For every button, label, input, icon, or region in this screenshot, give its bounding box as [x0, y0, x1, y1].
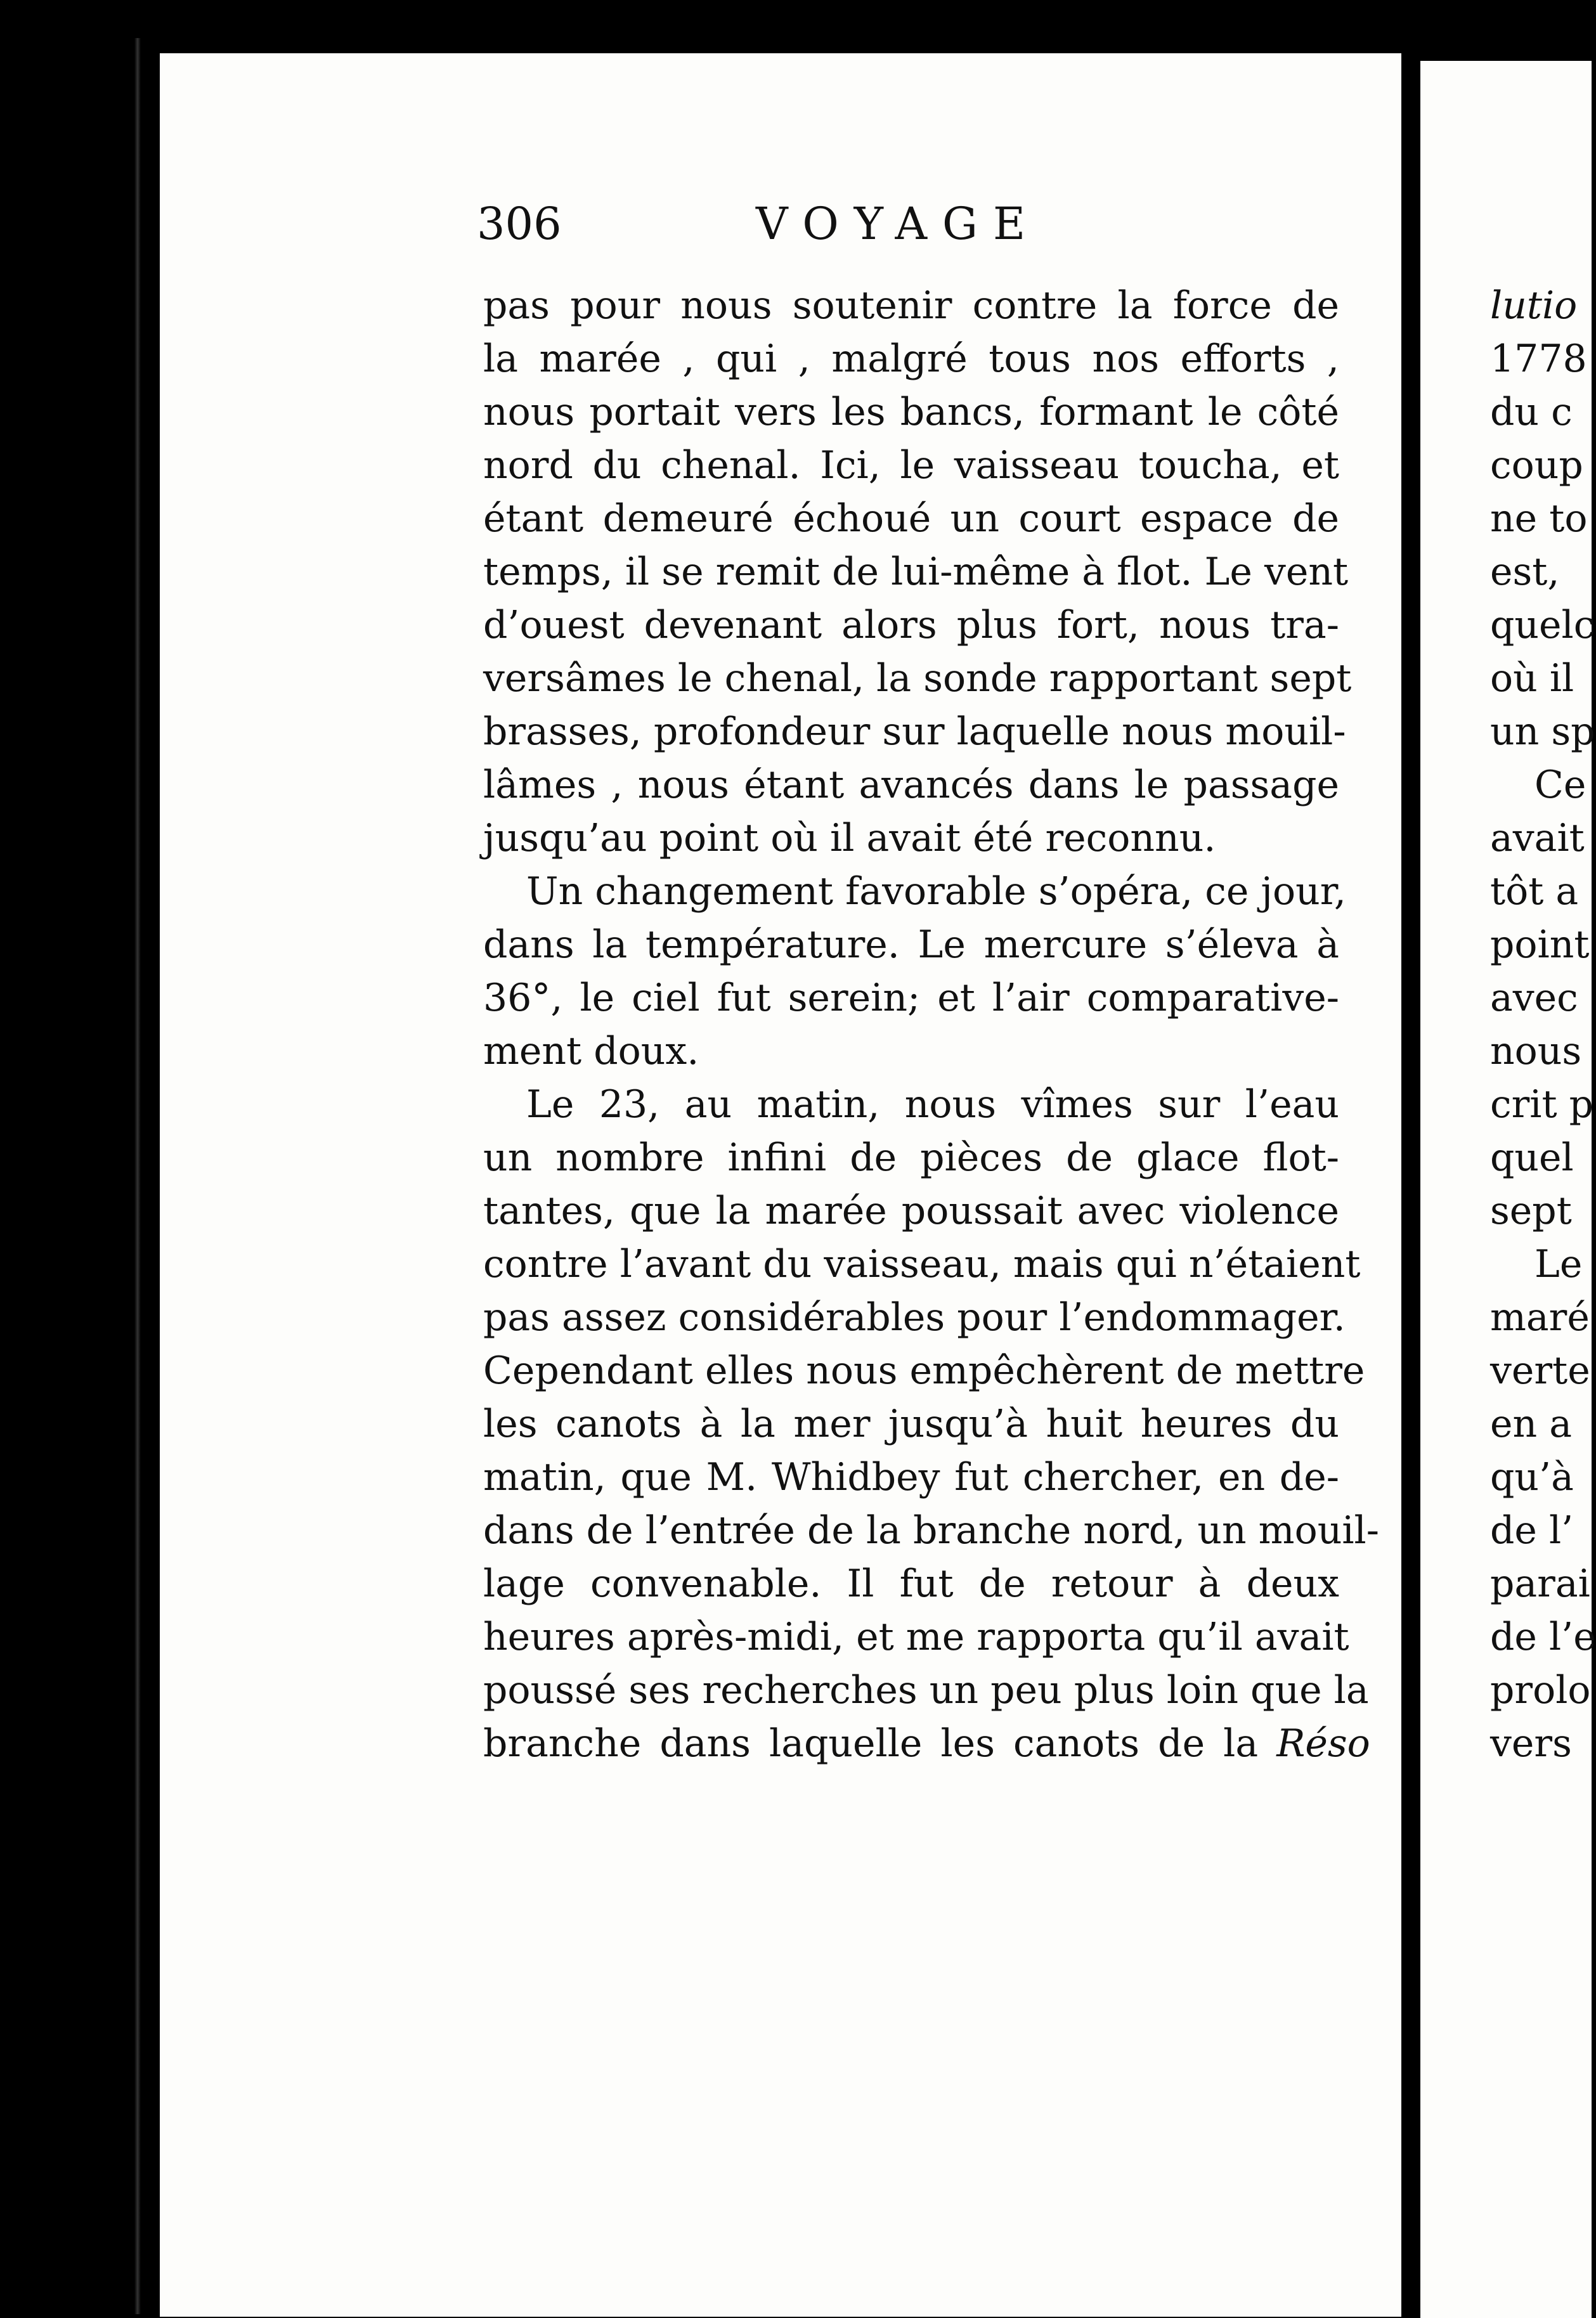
right-text-line: prolo	[1490, 1668, 1591, 1713]
right-text-line: avait	[1490, 816, 1585, 860]
right-text-line: nous	[1490, 1029, 1582, 1073]
right-text-line: avec	[1490, 976, 1578, 1020]
right-text-line: maré	[1490, 1295, 1590, 1340]
text-line: brasses, profondeur sur laquelle nous mouil-	[483, 709, 1346, 754]
right-text-line: où il	[1490, 656, 1574, 701]
right-text-line: vers	[1490, 1721, 1572, 1766]
right-text-line: coup	[1490, 443, 1583, 488]
binding-gutter	[134, 38, 141, 2314]
text-line: dans de l’entrée de la branche nord, un mouil-	[483, 1508, 1379, 1553]
text-line: nord du chenal. Ici, le vaisseau toucha, et	[483, 443, 1339, 488]
text-line: poussé ses recherches un peu plus loin que la	[483, 1668, 1369, 1713]
italic-word: Réso	[1258, 1721, 1370, 1766]
running-head: VOYAGE	[756, 198, 1041, 250]
text-line: Cependant elles nous empêchèrent de mettre	[483, 1349, 1365, 1393]
text-line: temps, il se remit de lui-même à flot. Le vent	[483, 550, 1349, 594]
text-line: tantes, que la marée poussait avec violence	[483, 1189, 1339, 1233]
right-text-line: Le	[1534, 1242, 1583, 1286]
text-line: pas pour nous soutenir contre la force de	[483, 283, 1339, 328]
right-text-line: point	[1490, 923, 1590, 967]
text-line: jusqu’au point où il avait été reconnu.	[483, 816, 1216, 860]
right-text-line: verte	[1490, 1349, 1590, 1393]
right-text-line: sept	[1490, 1189, 1572, 1233]
text-line: un nombre infini de pièces de glace flot-	[483, 1136, 1339, 1180]
text-line: nous portait vers les bancs, formant le côté	[483, 390, 1339, 434]
right-text-line: de l’	[1490, 1508, 1574, 1553]
right-text-line: crit p	[1490, 1082, 1594, 1127]
right-text-line: parai	[1490, 1562, 1590, 1606]
right-text-line: Ce	[1534, 763, 1586, 807]
text-line: matin, que M. Whidbey fut chercher, en de-	[483, 1455, 1339, 1499]
text-line: les canots à la mer jusqu’à huit heures du	[483, 1402, 1339, 1446]
right-text-line: tôt a	[1490, 869, 1579, 914]
text-line: versâmes le chenal, la sonde rapportant sept	[483, 656, 1352, 701]
text-line: pas assez considérables pour l’endommager.	[483, 1295, 1346, 1340]
text-line: ment doux.	[483, 1029, 699, 1073]
text-line: lâmes , nous étant avancés dans le passage	[483, 763, 1339, 807]
text-line: contre l’avant du vaisseau, mais qui n’étaient	[483, 1242, 1361, 1286]
right-text-line: du c	[1490, 390, 1573, 434]
text-line: dans la température. Le mercure s’éleva à	[483, 923, 1339, 967]
text-line: étant demeuré échoué un court espace de	[483, 496, 1339, 541]
text-line: Le 23, au matin, nous vîmes sur l’eau	[526, 1082, 1339, 1127]
right-text-line: qu’à	[1490, 1455, 1574, 1499]
right-text-line: 1778	[1490, 337, 1587, 381]
right-text-line: quelc	[1490, 603, 1595, 647]
right-text-line: de l’e	[1490, 1615, 1596, 1659]
text-line: d’ouest devenant alors plus fort, nous tra-	[483, 603, 1339, 647]
text-line: Un changement favorable s’opéra, ce jour,	[526, 869, 1346, 914]
text-line: branche dans laquelle les canots de la Réso	[483, 1721, 1370, 1766]
page-number: 306	[477, 198, 562, 250]
right-text-line: en a	[1490, 1402, 1572, 1446]
page-header	[477, 198, 1041, 250]
right-text-line: lutio	[1490, 283, 1578, 328]
text-line: lage convenable. Il fut de retour à deux	[483, 1562, 1339, 1606]
right-text-line: est,	[1490, 550, 1560, 594]
right-text-line: ne to	[1490, 496, 1588, 541]
text-line: heures après-midi, et me rapporta qu’il avait	[483, 1615, 1349, 1659]
right-text-line: un sp	[1490, 709, 1595, 754]
text-line: 36°, le ciel fut serein; et l’air comparative-	[483, 976, 1339, 1020]
right-text-line: quel	[1490, 1136, 1574, 1180]
text-line: la marée , qui , malgré tous nos efforts ,	[483, 337, 1339, 381]
